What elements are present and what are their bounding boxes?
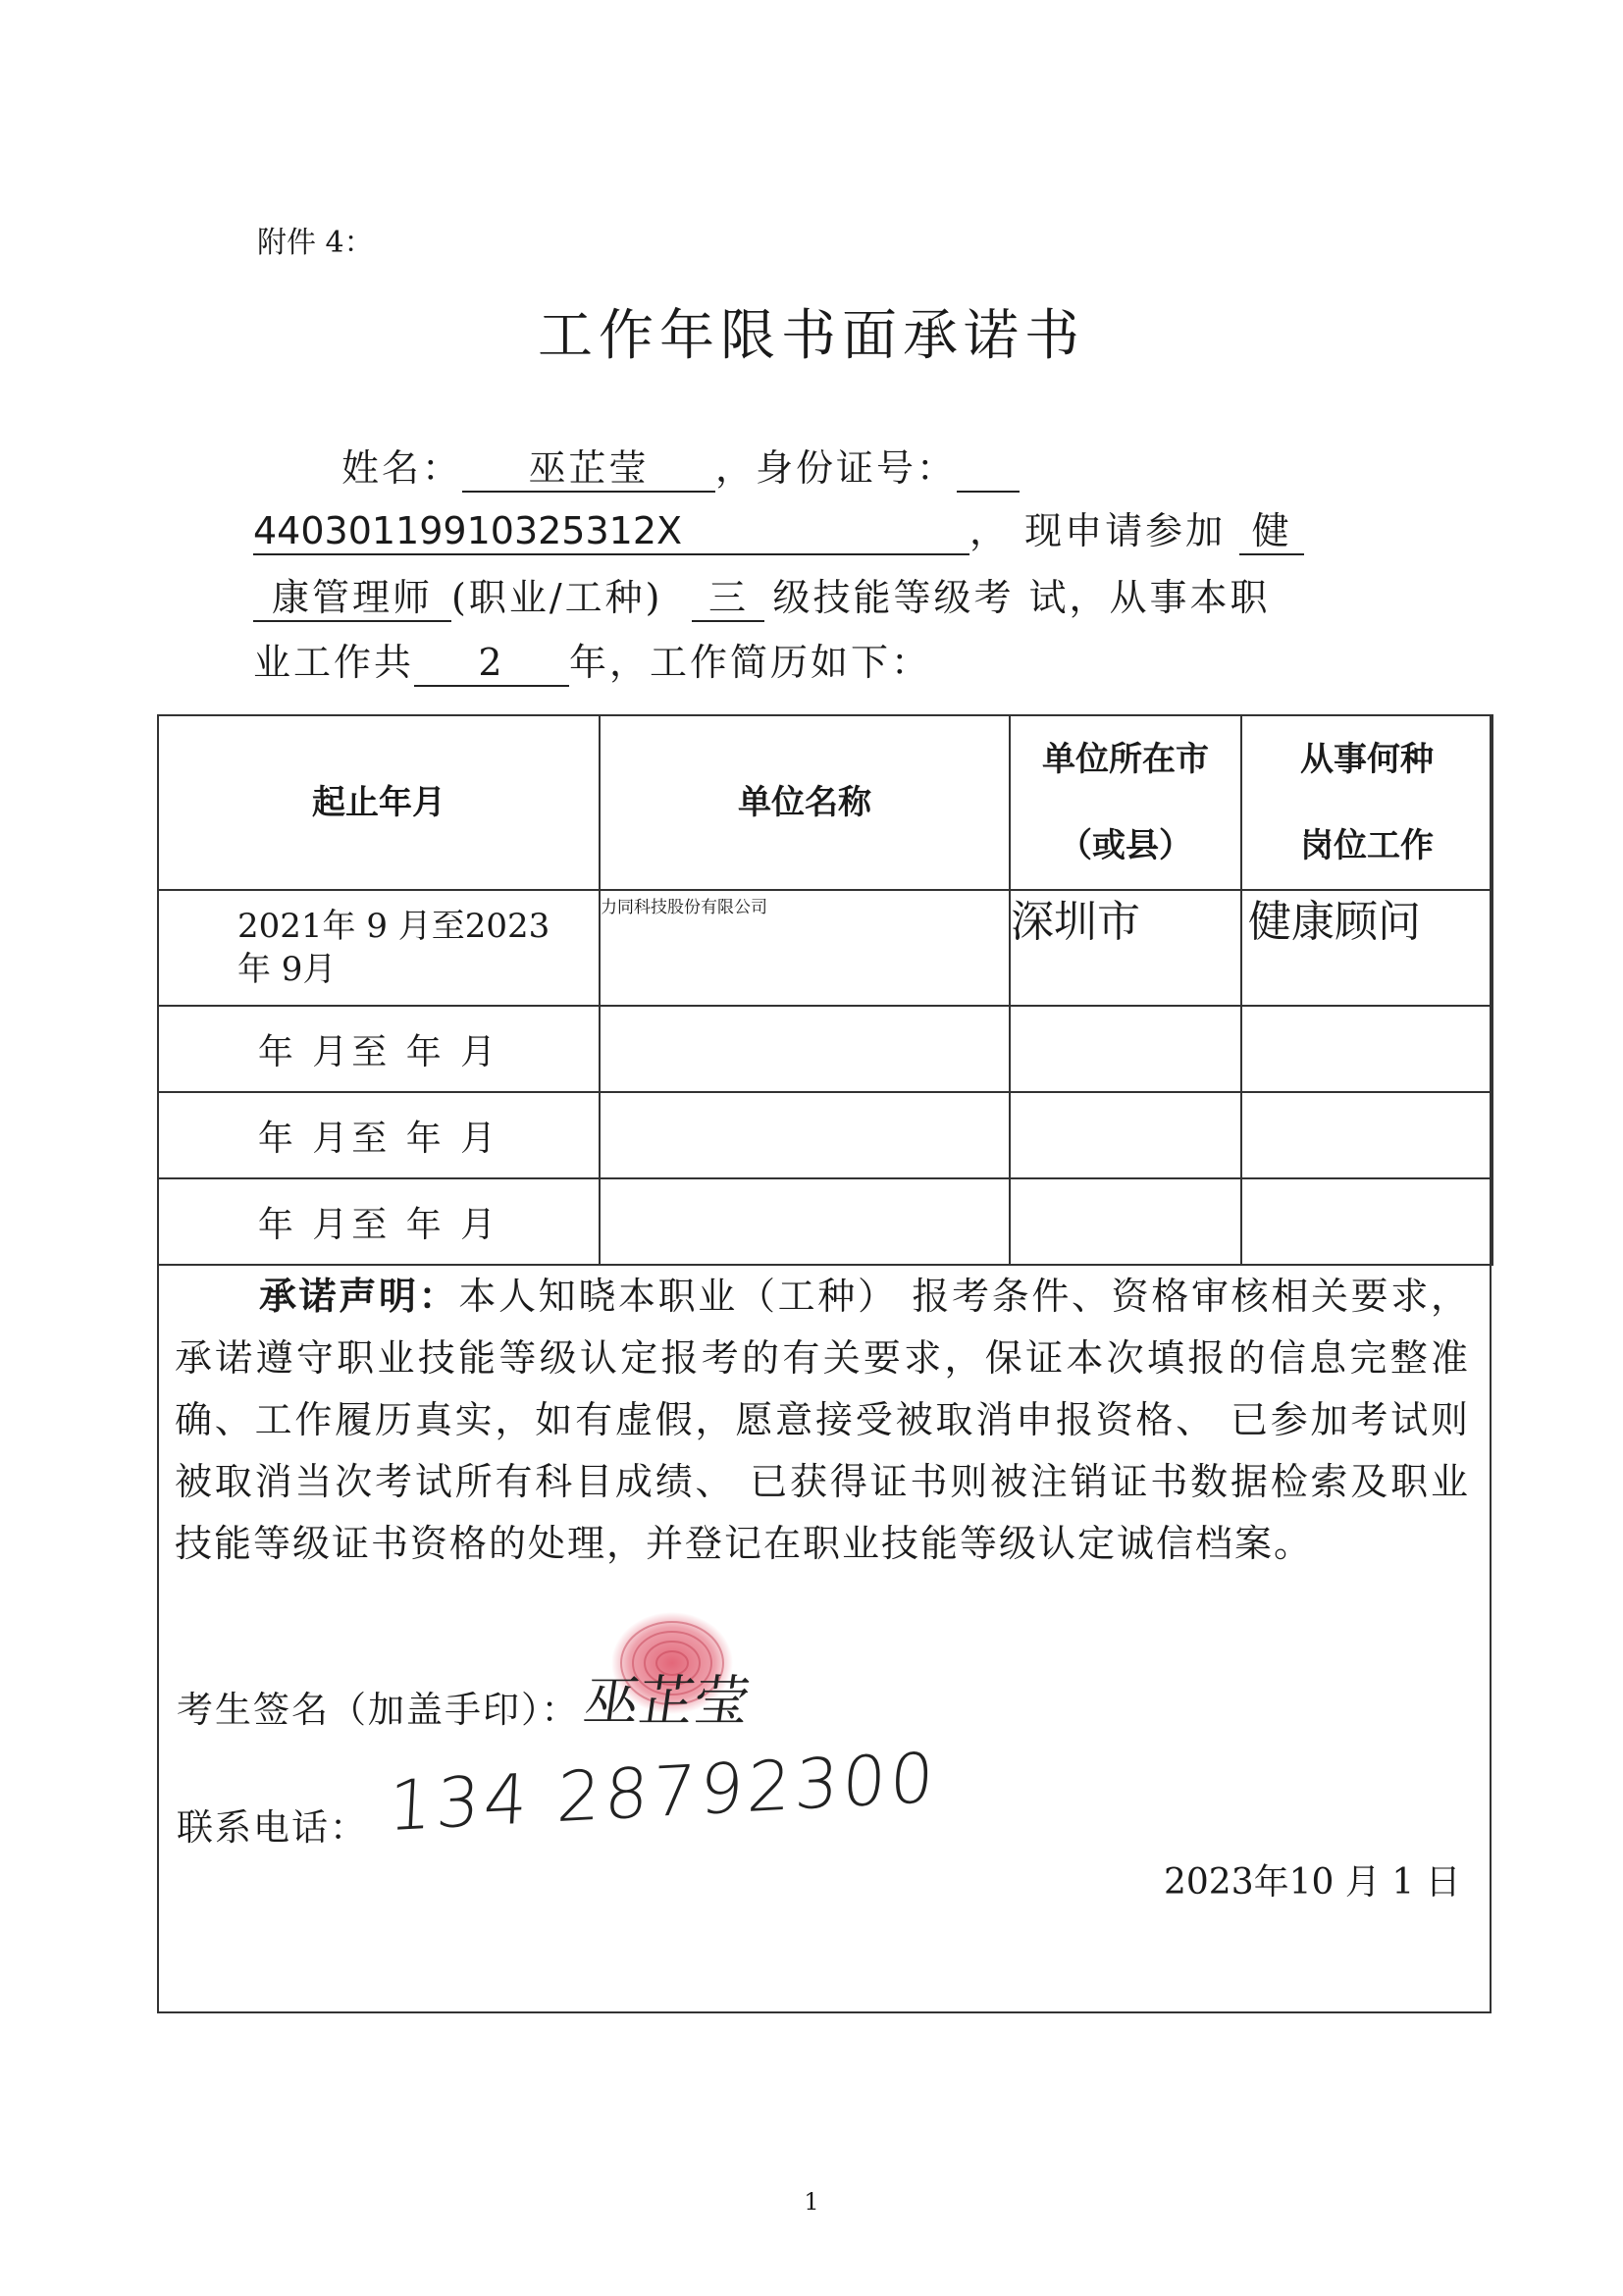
years-value: 2 (414, 642, 569, 687)
signature-label: 考生签名（加盖手印）： (177, 1689, 580, 1731)
city-cell: 深圳市 (1010, 890, 1241, 1006)
occupation-suffix: (职业/工种) (451, 576, 663, 619)
header-city: 单位所在市 （或县） (1010, 715, 1241, 890)
years-suffix: 年，工作简历如下： (569, 641, 932, 684)
years-prefix: 业工作共 (253, 641, 415, 684)
handwritten-phone: 134 28792300 (386, 1737, 940, 1848)
table-row (158, 1006, 1492, 1092)
apply-text: ， 现申请参加 (969, 509, 1227, 552)
period-cell: 年 月至 年 月 (158, 1006, 600, 1092)
name-line (341, 438, 1020, 493)
table-header-row (158, 715, 1492, 890)
company-cell (600, 1006, 1010, 1092)
handwritten-signature: 巫芷莹 (579, 1670, 754, 1734)
table-row (158, 1178, 1492, 1265)
period-cell: 年 月至 年 月 (158, 1092, 600, 1178)
signing-date: 2023年10 月 1 日 (1164, 1862, 1461, 1903)
period-cell: 2021年 9 月至2023 年 9月 (158, 890, 600, 1006)
position-cell (1241, 1092, 1492, 1178)
id-blank (957, 447, 1020, 493)
attachment-label: 附件 4： (257, 226, 374, 260)
level-value: 三 (692, 577, 764, 622)
city-cell (1010, 1006, 1241, 1092)
company-cell: 力同科技股份有限公司 (600, 890, 1010, 1006)
table-row (158, 890, 1492, 1006)
table-row (158, 1092, 1492, 1178)
company-cell (600, 1092, 1010, 1178)
company-cell (600, 1178, 1010, 1265)
city-cell (1010, 1092, 1241, 1178)
document-title: 工作年限书面承诺书 (538, 304, 1085, 368)
header-company: 单位名称 (600, 715, 1010, 890)
city-cell (1010, 1178, 1241, 1265)
position-cell (1241, 1006, 1492, 1092)
period-cell: 年 月至 年 月 (158, 1178, 600, 1265)
work-history-table (157, 714, 1493, 1266)
id-value: 44030119910325312X (253, 510, 969, 555)
pledge-body: 本人知晓本职业（工种） 报考条件、资格审核相关要求，承诺遵守职业技能等级认定报考的有关要求，保证本次填报的信息完整准确、工作履历真实，如有虚假，愿意接受被取消申报资格、 已参加考试则被取消当次考试所有科目成绩、 已获得证书则被注销证书数据检索及职业技能等级证书资格的处理，并登记在职业技能等级认定诚信档案。 (175, 1275, 1470, 1565)
id-line (253, 500, 1304, 555)
occupation-line (253, 567, 1271, 622)
occupation-part1: 健 (1239, 510, 1304, 555)
position-cell: 健康顾问 (1241, 890, 1492, 1006)
header-period: 起止年月 (158, 715, 600, 890)
page-number: 1 (804, 2188, 819, 2216)
years-line (253, 632, 931, 687)
header-position: 从事何种 岗位工作 (1241, 715, 1492, 890)
pledge-statement (175, 1266, 1470, 1575)
position-cell (1241, 1178, 1492, 1265)
occupation-part2: 康管理师 (253, 577, 451, 622)
level-suffix: 级技能等级考 试，从事本职 (772, 576, 1271, 619)
phone-label: 联系电话： (177, 1806, 368, 1849)
pledge-heading: 承诺声明： (259, 1275, 459, 1318)
name-label: 姓名： (341, 446, 463, 490)
name-value: 巫芷莹 (462, 447, 715, 493)
id-label: ，身份证号： (715, 446, 958, 490)
